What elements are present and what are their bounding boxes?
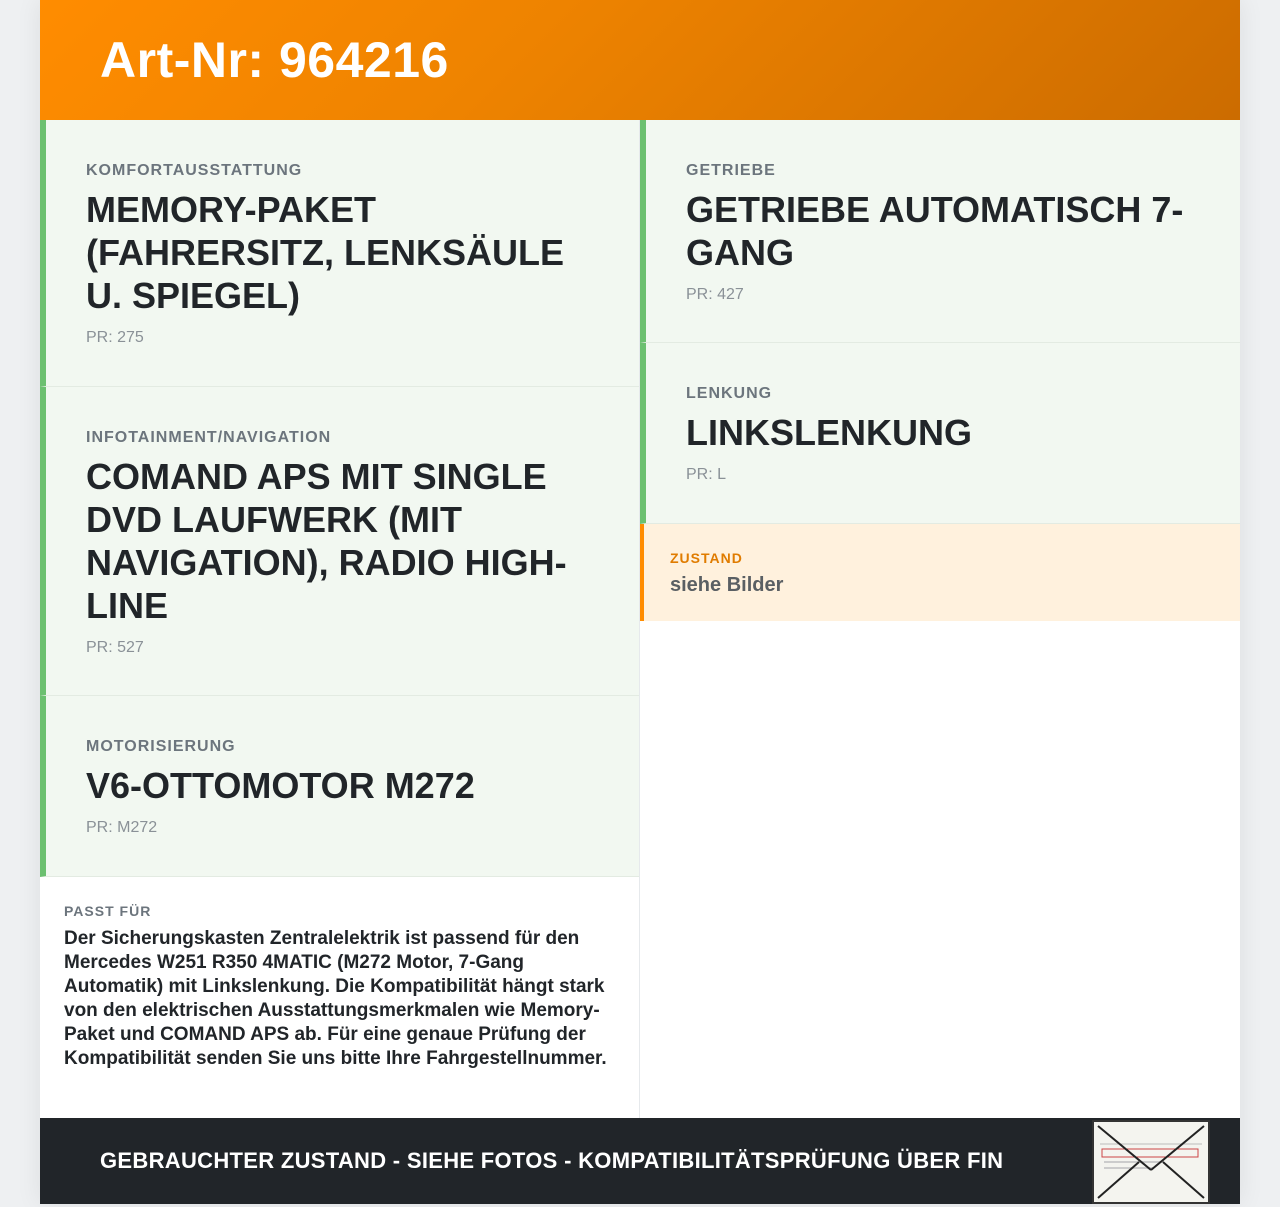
envelope-icon [1094, 1122, 1208, 1202]
feature-category: INFOTAINMENT/NAVIGATION [86, 429, 332, 446]
compatibility-text: Der Sicherungskasten Zentralelektrik ist passend für den Mercedes W251 R350 4MATIC (M272 Motor, 7-Gang Automatik) mit Linkslenkung. Die Kompatibilität hängt stark von den elektrischen Ausstattungsmerkmalen wie Memory-Paket und COMAND APS ab. Für eine genaue Prüfung der Kompatibilität senden Sie uns bitte Ihre Fahrgestellnummer. [64, 928, 607, 1069]
condition-label: ZUSTAND [670, 550, 743, 566]
compatibility-label: PASST FÜR [64, 903, 152, 919]
feature-pr-code: PR: 427 [686, 286, 744, 303]
feature-card-komfort [40, 120, 639, 387]
header-banner [40, 0, 1240, 120]
right-column [640, 120, 1240, 1118]
feature-card-motorisierung [40, 696, 639, 877]
feature-card-getriebe [640, 120, 1240, 343]
feature-title: LINKSLENKUNG [686, 412, 972, 453]
feature-category: KOMFORTAUSSTATTUNG [86, 162, 303, 179]
left-column [40, 120, 640, 1118]
feature-title: MEMORY-PAKET (FAHRERSITZ, LENKSÄULE U. SPIEGEL) [86, 189, 565, 316]
feature-title: COMAND APS MIT SINGLE DVD LAUFWERK (MIT NAVIGATION), RADIO HIGH-LINE [86, 456, 567, 626]
feature-card-infotainment [40, 387, 639, 696]
feature-pr-code: PR: 527 [86, 639, 144, 656]
feature-category: LENKUNG [686, 385, 773, 402]
product-sheet [40, 0, 1240, 1204]
feature-columns [40, 120, 1240, 1118]
vin-plate-thumbnail-icon[interactable] [1092, 1120, 1210, 1204]
article-number-title: Art-Nr: 964216 [100, 32, 449, 88]
footer-text: GEBRAUCHTER ZUSTAND - SIEHE FOTOS - KOMPATIBILITÄTSPRÜFUNG ÜBER FIN [100, 1148, 1004, 1173]
footer-bar [40, 1118, 1240, 1204]
feature-title: GETRIEBE AUTOMATISCH 7-GANG [686, 189, 1184, 273]
feature-category: GETRIEBE [686, 162, 776, 179]
feature-category: MOTORISIERUNG [86, 738, 236, 755]
feature-pr-code: PR: M272 [86, 819, 158, 836]
compatibility-section [40, 877, 639, 1071]
feature-title: V6-OTTOMOTOR M272 [86, 765, 475, 806]
feature-pr-code: PR: 275 [86, 329, 144, 346]
condition-value: siehe Bilder [670, 574, 784, 596]
feature-pr-code: PR: L [686, 466, 727, 483]
feature-card-lenkung [640, 343, 1240, 524]
condition-box [640, 524, 1240, 621]
